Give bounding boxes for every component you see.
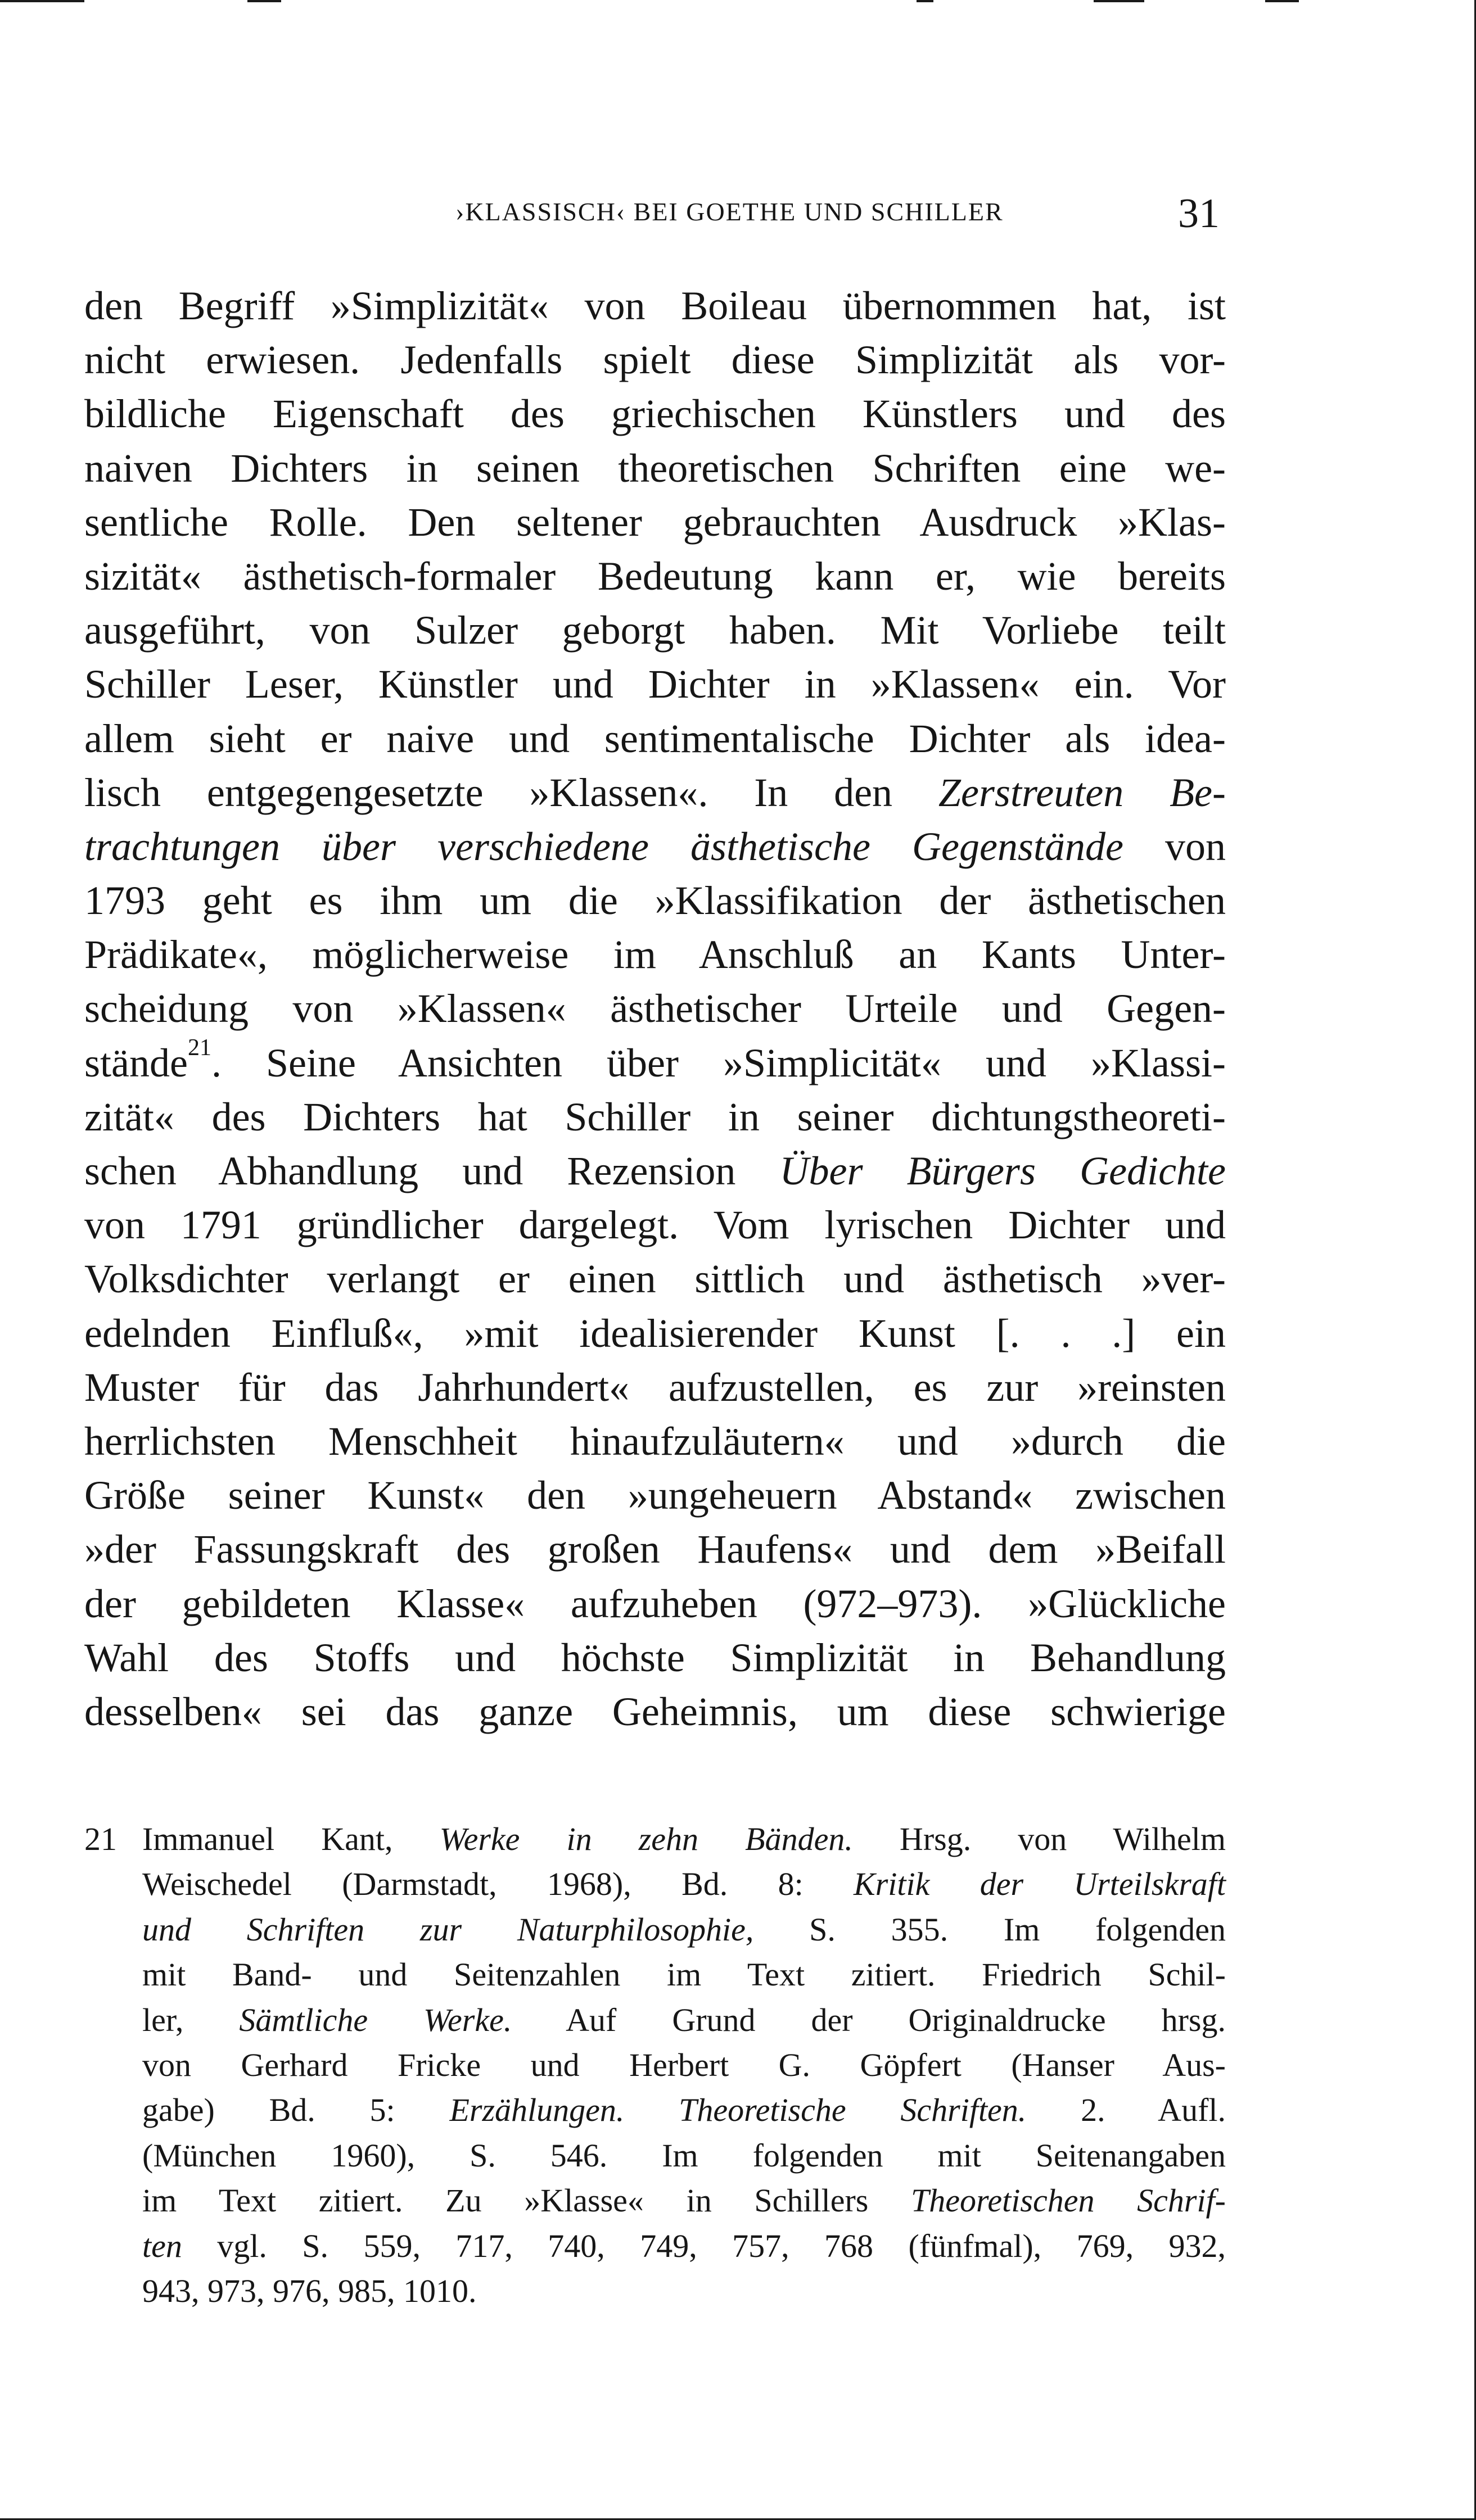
text-line: zität« des Dichters hat Schiller in seiner dichtungstheoreti- <box>84 1094 1226 1139</box>
scan-edge-mark <box>1094 0 1144 2</box>
title-italic: Über Bürgers Gedichte <box>779 1148 1226 1193</box>
text-line: Volksdichter verlangt er einen sittlich und ästhetisch »ver- <box>84 1256 1226 1302</box>
text-line: scheidung von »Klassen« ästhetischer Urteile und Gegen- <box>84 986 1226 1031</box>
title-italic: Werke in zehn Bänden. <box>439 1821 853 1857</box>
text-line: Größe seiner Kunst« den »ungeheuern Abstand« zwischen <box>84 1473 1226 1518</box>
footnote-line: von Gerhard Fricke und Herbert G. Göpfert (Hanser Aus- <box>142 2046 1226 2083</box>
title-italic: Theoretischen Schrif- <box>911 2182 1226 2219</box>
footnote-line: (München 1960), S. 546. Im folgenden mit Seitenangaben <box>142 2137 1226 2174</box>
footnote-reference: 21 <box>187 1034 211 1061</box>
footnote-line: Weischedel (Darmstadt, 1968), Bd. 8: Kritik der Urteilskraft <box>142 1866 1226 1903</box>
footnote-number: 21 <box>84 1821 117 1857</box>
text-line: lisch entgegengesetzte »Klassen«. In den Zerstreuten Be- <box>84 770 1226 815</box>
text-line: sentliche Rolle. Den seltener gebrauchten Ausdruck »Klas- <box>84 499 1226 545</box>
text-line: 1793 geht es ihm um die »Klassifikation der ästhetischen <box>84 878 1226 924</box>
title-italic: ten <box>142 2227 182 2264</box>
text-line: sizität« ästhetisch-formaler Bedeutung kann er, wie bereits <box>84 553 1226 599</box>
page-number: 31 <box>1178 191 1220 237</box>
text-line: bildliche Eigenschaft des griechischen Künstlers und des <box>84 391 1226 437</box>
text-line: herrlichsten Menschheit hinaufzuläutern« und »durch die <box>84 1418 1226 1464</box>
text-line: Wahl des Stoffs und höchste Simplizität in Behandlung <box>84 1635 1226 1680</box>
title-italic: Zerstreuten Be- <box>938 770 1226 815</box>
text-line: trachtungen über verschiedene ästhetische Gegenstände von <box>84 824 1226 869</box>
footnote-line: ten vgl. S. 559, 717, 740, 749, 757, 768 (fünfmal), 769, 932, <box>142 2227 1226 2264</box>
title-italic: Kritik der Urteilskraft <box>854 1866 1226 1903</box>
title-italic: Erzählungen. Theoretische Schriften. <box>449 2092 1027 2129</box>
footnote-line: Immanuel Kant, Werke in zehn Bänden. Hrsg. von Wilhelm <box>142 1821 1226 1857</box>
text-line: stände$^{21}$. Seine Ansichten über »Simplicität« und »Klassi- <box>84 1034 1226 1085</box>
scan-edge-mark <box>917 0 933 2</box>
footnote-line: ler, Sämtliche Werke. Auf Grund der Originaldrucke hrsg. <box>142 2001 1226 2038</box>
text-line: Prädikate«, möglicherweise im Anschluß an Kants Unter- <box>84 932 1226 978</box>
text-line: Schiller Leser, Künstler und Dichter in »Klassen« ein. Vor <box>84 662 1226 707</box>
text-line: desselben« sei das ganze Geheimnis, um diese schwierige <box>84 1689 1226 1734</box>
text-line: schen Abhandlung und Rezension Über Bürgers Gedichte <box>84 1148 1226 1193</box>
text-line: von 1791 gründlicher dargelegt. Vom lyrischen Dichter und <box>84 1202 1226 1248</box>
footnote-line: und Schriften zur Naturphilosophie, S. 355. Im folgenden <box>142 1911 1226 1948</box>
footnote-line: gabe) Bd. 5: Erzählungen. Theoretische Schriften. 2. Aufl. <box>142 2092 1226 2129</box>
scan-edge-mark <box>1265 0 1299 2</box>
text-line: der gebildeten Klasse« aufzuheben (972–973). »Glückliche <box>84 1581 1226 1626</box>
title-italic: trachtungen über verschiedene ästhetische Gegenstände <box>84 824 1123 869</box>
body-text <box>84 279 1226 1739</box>
text-line: den Begriff »Simplizität« von Boileau übernommen hat, ist <box>84 283 1226 328</box>
title-italic: und Schriften zur Naturphilosophie, <box>142 1911 754 1948</box>
footnote-line: mit Band- und Seitenzahlen im Text zitiert. Friedrich Schil- <box>142 1956 1226 1993</box>
text-line: ausgeführt, von Sulzer geborgt haben. Mit Vorliebe teilt <box>84 608 1226 653</box>
footnote-text <box>142 1817 1226 2314</box>
text-line: nicht erwiesen. Jedenfalls spielt diese Simplizität als vor- <box>84 337 1226 383</box>
footnote-line: im Text zitiert. Zu »Klasse« in Schillers Theoretischen Schrif- <box>142 2182 1226 2219</box>
title-italic: Sämtliche Werke. <box>239 2001 512 2038</box>
text-line: Muster für das Jahrhundert« aufzustellen, es zur »reinsten <box>84 1364 1226 1410</box>
text-line: edelnden Einfluß«, »mit idealisierender Kunst [. . .] ein <box>84 1310 1226 1356</box>
running-head: ›KLASSISCH‹ BEI GOETHE UND SCHILLER <box>455 197 1004 226</box>
scan-edge-mark <box>0 0 84 2</box>
footnote-line: 943, 973, 976, 985, 1010. <box>142 2272 477 2309</box>
scan-edge-mark <box>247 0 281 2</box>
text-line: allem sieht er naive und sentimentalische Dichter als idea- <box>84 716 1226 761</box>
text-line: naiven Dichters in seinen theoretischen Schriften eine we- <box>84 445 1226 491</box>
text-line: »der Fassungskraft des großen Haufens« und dem »Beifall <box>84 1527 1226 1572</box>
